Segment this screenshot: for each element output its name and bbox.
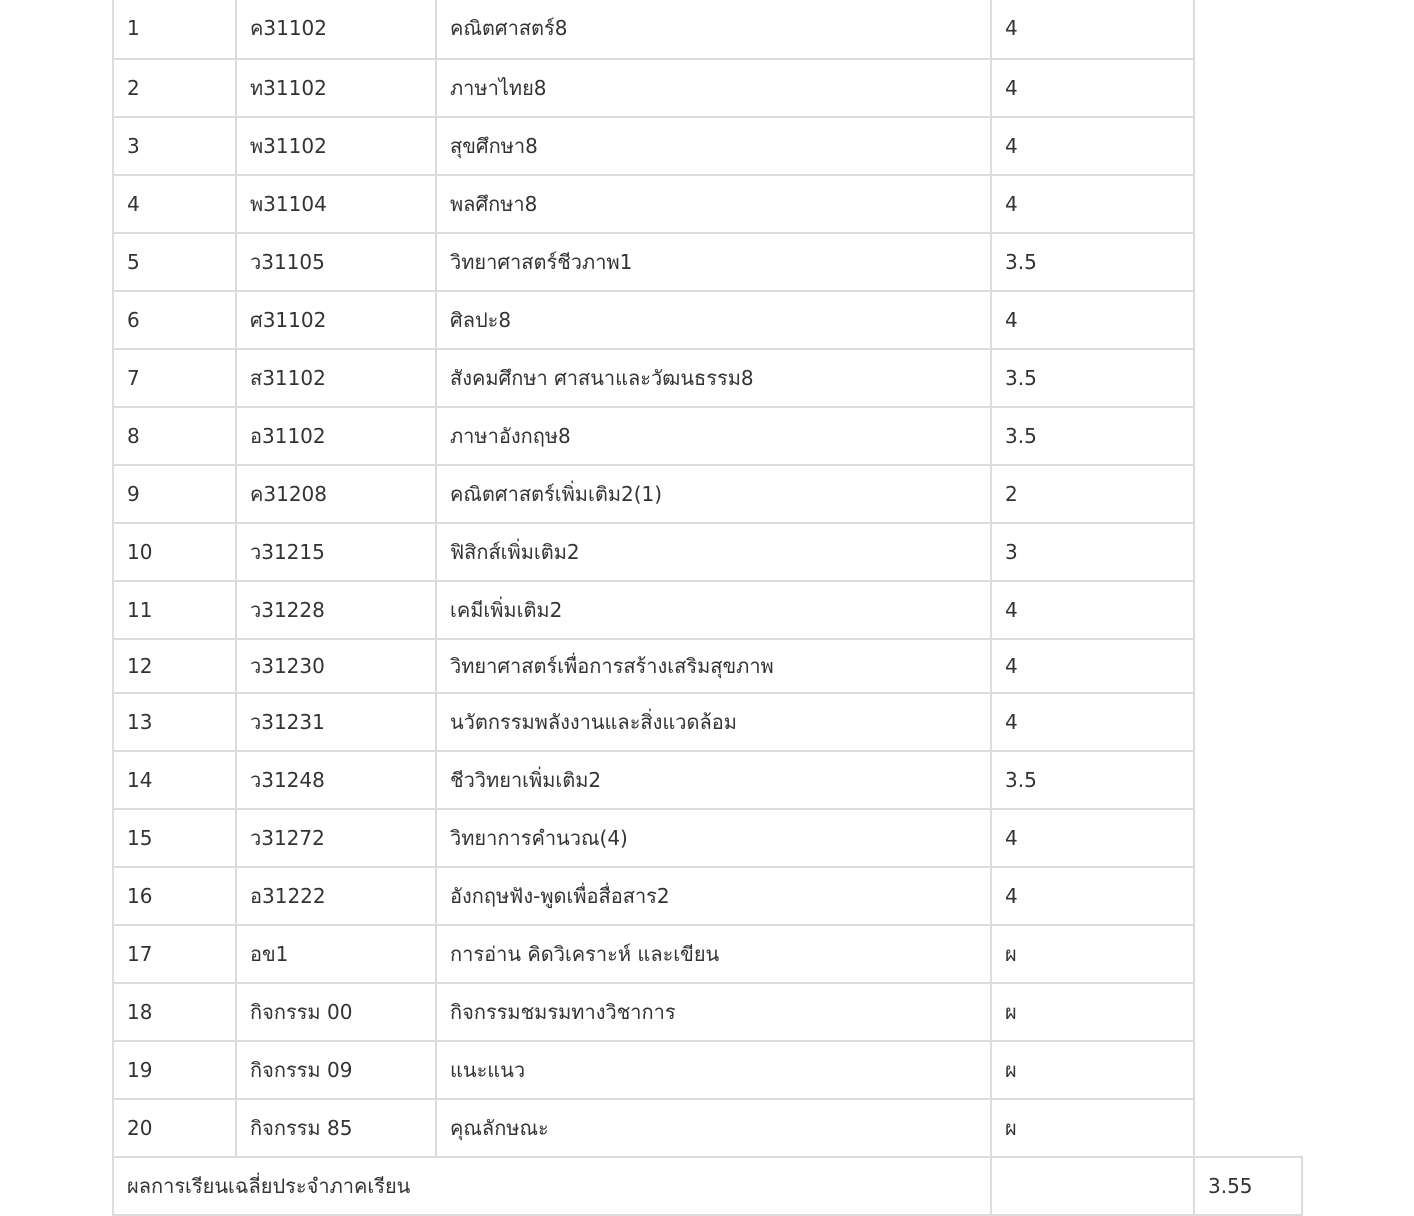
- empty-cell: [1194, 523, 1302, 581]
- subject-code: กิจกรรม 09: [236, 1041, 436, 1099]
- subject-name: ภาษาอังกฤษ8: [436, 407, 991, 465]
- subject-grade: ผ: [991, 925, 1194, 983]
- subject-grade: 3.5: [991, 233, 1194, 291]
- subject-name: วิทยาศาสตร์ชีวภาพ1: [436, 233, 991, 291]
- subject-code: ว31230: [236, 639, 436, 693]
- subject-code: ท31102: [236, 59, 436, 117]
- table-row: [113, 465, 1302, 523]
- row-number: 15: [113, 809, 236, 867]
- subject-code: พ31102: [236, 117, 436, 175]
- subject-name: วิทยาการคำนวณ(4): [436, 809, 991, 867]
- subject-grade: 4: [991, 117, 1194, 175]
- subject-grade: 4: [991, 693, 1194, 751]
- subject-grade: 4: [991, 291, 1194, 349]
- subject-grade: 3: [991, 523, 1194, 581]
- subject-code: ว31272: [236, 809, 436, 867]
- subject-name: วิทยาศาสตร์เพื่อการสร้างเสริมสุขภาพ: [436, 639, 991, 693]
- subject-code: ค31102: [236, 0, 436, 59]
- subject-grade: ผ: [991, 1041, 1194, 1099]
- table-row: [113, 175, 1302, 233]
- table-row: [113, 407, 1302, 465]
- empty-cell: [1194, 983, 1302, 1041]
- table-row: [113, 693, 1302, 751]
- row-number: 4: [113, 175, 236, 233]
- empty-cell: [1194, 751, 1302, 809]
- subject-grade: 3.5: [991, 349, 1194, 407]
- empty-cell: [1194, 639, 1302, 693]
- empty-cell: [1194, 117, 1302, 175]
- subject-grade: 4: [991, 867, 1194, 925]
- subject-grade: 4: [991, 59, 1194, 117]
- table-row: [113, 1099, 1302, 1157]
- subject-code: ว31248: [236, 751, 436, 809]
- subject-name: ภาษาไทย8: [436, 59, 991, 117]
- subject-name: สังคมศึกษา ศาสนาและวัฒนธรรม8: [436, 349, 991, 407]
- summary-label: ผลการเรียนเฉลี่ยประจำภาคเรียน: [113, 1157, 991, 1215]
- row-number: 18: [113, 983, 236, 1041]
- row-number: 9: [113, 465, 236, 523]
- table-row: [113, 581, 1302, 639]
- row-number: 8: [113, 407, 236, 465]
- row-number: 16: [113, 867, 236, 925]
- row-number: 20: [113, 1099, 236, 1157]
- subject-name: คุณลักษณะ: [436, 1099, 991, 1157]
- subject-code: ค31208: [236, 465, 436, 523]
- table-row: [113, 523, 1302, 581]
- empty-cell: [1194, 925, 1302, 983]
- subject-name: คณิตศาสตร์8: [436, 0, 991, 59]
- subject-code: อ31222: [236, 867, 436, 925]
- subject-grade: 2: [991, 465, 1194, 523]
- subject-name: ศิลปะ8: [436, 291, 991, 349]
- empty-cell: [1194, 291, 1302, 349]
- subject-grade: ผ: [991, 983, 1194, 1041]
- row-number: 2: [113, 59, 236, 117]
- row-number: 7: [113, 349, 236, 407]
- subject-code: อ31102: [236, 407, 436, 465]
- subject-grade: 4: [991, 175, 1194, 233]
- subject-grade: 4: [991, 809, 1194, 867]
- subject-code: ว31105: [236, 233, 436, 291]
- empty-cell: [1194, 581, 1302, 639]
- table-row: [113, 59, 1302, 117]
- empty-cell: [1194, 59, 1302, 117]
- summary-blank-cell: [991, 1157, 1194, 1215]
- subject-code: ว31228: [236, 581, 436, 639]
- grade-table: [112, 0, 1303, 1216]
- row-number: 6: [113, 291, 236, 349]
- row-number: 13: [113, 693, 236, 751]
- empty-cell: [1194, 465, 1302, 523]
- subject-grade: 3.5: [991, 751, 1194, 809]
- empty-cell: [1194, 867, 1302, 925]
- subject-code: พ31104: [236, 175, 436, 233]
- table-row: [113, 809, 1302, 867]
- subject-code: ศ31102: [236, 291, 436, 349]
- empty-cell: [1194, 0, 1302, 59]
- subject-code: ส31102: [236, 349, 436, 407]
- subject-name: นวัตกรรมพลังงานและสิ่งแวดล้อม: [436, 693, 991, 751]
- table-row: [113, 0, 1302, 59]
- row-number: 17: [113, 925, 236, 983]
- table-row: [113, 751, 1302, 809]
- row-number: 12: [113, 639, 236, 693]
- empty-cell: [1194, 407, 1302, 465]
- empty-cell: [1194, 1099, 1302, 1157]
- subject-code: กิจกรรม 85: [236, 1099, 436, 1157]
- empty-cell: [1194, 693, 1302, 751]
- subject-grade: 4: [991, 0, 1194, 59]
- table-row: [113, 925, 1302, 983]
- subject-name: สุขศึกษา8: [436, 117, 991, 175]
- row-number: 5: [113, 233, 236, 291]
- subject-name: กิจกรรมชมรมทางวิชาการ: [436, 983, 991, 1041]
- subject-code: ว31231: [236, 693, 436, 751]
- row-number: 1: [113, 0, 236, 59]
- summary-row: [113, 1157, 1302, 1215]
- table-row: [113, 639, 1302, 693]
- subject-name: เคมีเพิ่มเติม2: [436, 581, 991, 639]
- empty-cell: [1194, 233, 1302, 291]
- subject-code: อข1: [236, 925, 436, 983]
- subject-code: ว31215: [236, 523, 436, 581]
- table-row: [113, 867, 1302, 925]
- table-row: [113, 349, 1302, 407]
- subject-name: พลศึกษา8: [436, 175, 991, 233]
- table-row: [113, 233, 1302, 291]
- table-row: [113, 983, 1302, 1041]
- subject-name: อังกฤษฟัง-พูดเพื่อสื่อสาร2: [436, 867, 991, 925]
- subject-name: แนะแนว: [436, 1041, 991, 1099]
- empty-cell: [1194, 809, 1302, 867]
- grade-table-body: [113, 0, 1302, 1215]
- table-row: [113, 117, 1302, 175]
- row-number: 14: [113, 751, 236, 809]
- table-row: [113, 1041, 1302, 1099]
- row-number: 3: [113, 117, 236, 175]
- subject-code: กิจกรรม 00: [236, 983, 436, 1041]
- row-number: 10: [113, 523, 236, 581]
- empty-cell: [1194, 1041, 1302, 1099]
- subject-name: การอ่าน คิดวิเคราะห์ และเขียน: [436, 925, 991, 983]
- subject-name: ฟิสิกส์เพิ่มเติม2: [436, 523, 991, 581]
- subject-grade: 4: [991, 639, 1194, 693]
- summary-gpa-value: 3.55: [1194, 1157, 1302, 1215]
- row-number: 19: [113, 1041, 236, 1099]
- subject-grade: 3.5: [991, 407, 1194, 465]
- subject-name: ชีววิทยาเพิ่มเติม2: [436, 751, 991, 809]
- subject-grade: ผ: [991, 1099, 1194, 1157]
- subject-grade: 4: [991, 581, 1194, 639]
- empty-cell: [1194, 175, 1302, 233]
- table-row: [113, 291, 1302, 349]
- row-number: 11: [113, 581, 236, 639]
- empty-cell: [1194, 349, 1302, 407]
- subject-name: คณิตศาสตร์เพิ่มเติม2(1): [436, 465, 991, 523]
